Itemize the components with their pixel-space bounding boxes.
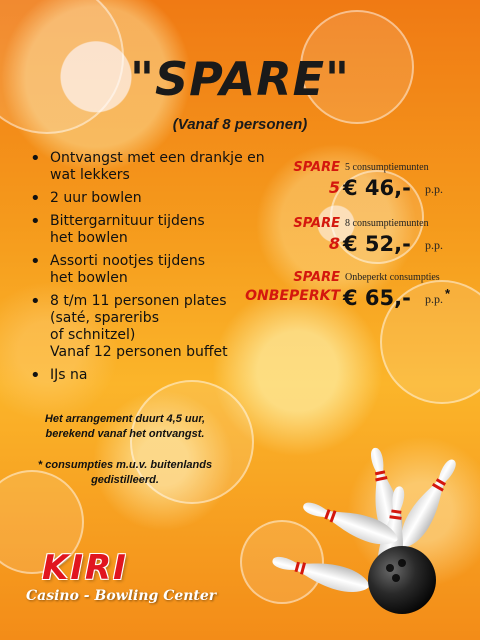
list-item: • IJs na [30, 367, 290, 384]
list-item: • Bittergarnituur tijdens het bowlen [30, 213, 290, 247]
package-name: SPARE [293, 160, 340, 175]
package-description: 5 consumptiemunten [345, 162, 429, 173]
duration-note: Het arrangement duurt 4,5 uur, berekend vanaf het ontvangst. [44, 413, 206, 440]
inclusions-list [30, 150, 290, 390]
kiri-logo [22, 548, 222, 618]
list-item: • Ontvangst met een drankje en wat lekkers [30, 150, 290, 184]
package-spare-onbeperkt [245, 270, 475, 330]
footnote: * consumpties m.u.v. buitenlands gedistilleerd. [37, 459, 213, 486]
package-name: SPARE [293, 216, 340, 231]
per-person-label: p.p. [425, 182, 443, 196]
page-title: "SPARE" [130, 52, 350, 106]
package-spare-8 [285, 216, 475, 276]
package-level: 5 [328, 178, 340, 197]
package-price: € 52,- [343, 232, 411, 256]
package-description: Onbeperkt consumpties [345, 272, 440, 283]
list-item: • 2 uur bowlen [30, 190, 290, 207]
logo-brand: KIRI [42, 548, 128, 588]
list-item: • 8 t/m 11 personen plates (saté, spareribs of schnitzel) Vanaf 12 personen buffet [30, 293, 290, 361]
bowling-pins-illustration [270, 430, 480, 640]
list-item: • Assorti nootjes tijdens het bowlen [30, 253, 290, 287]
package-level: ONBEPERKT [245, 288, 340, 304]
bowling-pin [270, 549, 372, 598]
per-person-label: p.p. [425, 292, 443, 306]
per-person-label: p.p. [425, 238, 443, 252]
package-name: SPARE [293, 270, 340, 285]
package-description: 8 consumptiemunten [345, 218, 429, 229]
logo-tagline: Casino - Bowling Center [26, 588, 217, 604]
package-level: 8 [328, 234, 340, 253]
bowling-ball [368, 546, 436, 614]
package-price: € 46,- [343, 176, 411, 200]
package-price: € 65,- [343, 286, 411, 310]
page-subtitle: (Vanaf 8 personen) [172, 116, 308, 133]
footnote-marker: * [445, 286, 451, 301]
bowling-pin [393, 454, 464, 553]
package-spare-5 [285, 160, 475, 220]
